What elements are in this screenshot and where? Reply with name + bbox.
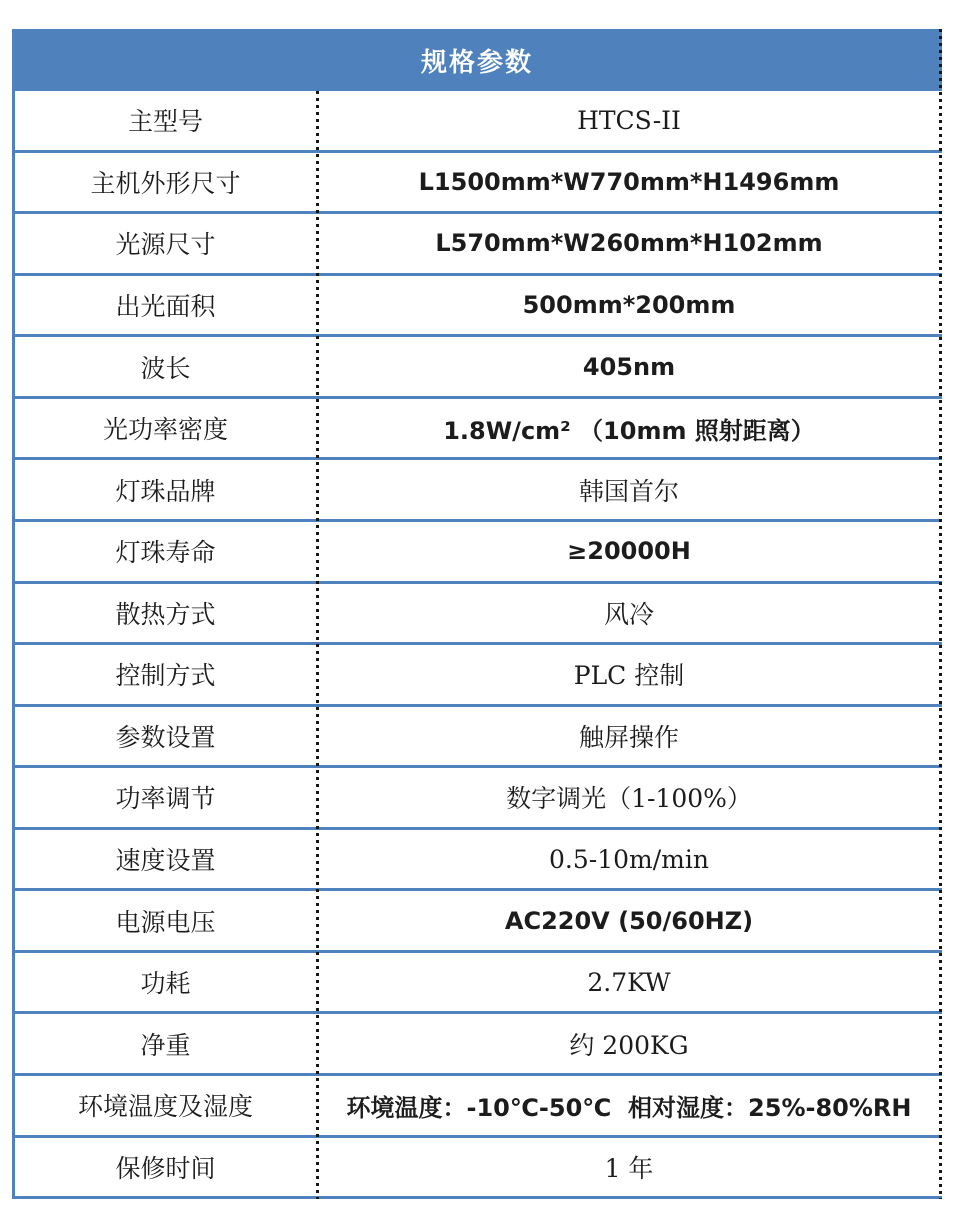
table-row: [15, 768, 942, 830]
spec-label: 主型号: [127, 107, 203, 137]
table-row: [15, 953, 942, 1015]
table-row: [15, 1076, 942, 1138]
spec-value: 环境温度：-10℃-50℃ 相对湿度：25%-80%RH: [346, 1093, 912, 1122]
spec-label: 出光面积: [115, 291, 216, 321]
table-row: [15, 153, 942, 215]
table-row: [15, 276, 942, 338]
table-row: [15, 214, 942, 276]
spec-label: 环境温度及湿度: [77, 1092, 253, 1122]
column-divider-dotted-line: [316, 91, 319, 1199]
spec-value: L1500mm*W770mm*H1496mm: [418, 167, 840, 196]
spec-value: PLC 控制: [573, 661, 685, 691]
spec-label: 参数设置: [115, 722, 216, 752]
spec-value: AC220V (50/60HZ): [504, 906, 754, 935]
spec-label: 光源尺寸: [115, 230, 216, 260]
table-row: [15, 460, 942, 522]
table-right-dotted-border: [939, 29, 942, 1199]
spec-label: 光功率密度: [102, 415, 228, 445]
spec-label: 灯珠寿命: [115, 538, 216, 568]
spec-label: 波长: [140, 353, 191, 383]
table-row: [15, 337, 942, 399]
table-row: [15, 584, 942, 646]
spec-label: 净重: [140, 1030, 191, 1060]
spec-value: 500mm*200mm: [522, 290, 736, 319]
spec-value: 1.8W/cm² （10mm 照射距离）: [443, 416, 815, 445]
table-row: [15, 830, 942, 892]
spec-value: 触屏操作: [578, 722, 679, 752]
spec-label: 主机外形尺寸: [90, 168, 241, 198]
table-body: [12, 91, 942, 1199]
spec-value: HTCS-II: [577, 105, 681, 135]
spec-label: 灯珠品牌: [115, 476, 216, 506]
spec-value: 风冷: [603, 599, 654, 629]
spec-table: [12, 29, 942, 1199]
table-row: [15, 645, 942, 707]
table-row: [15, 1014, 942, 1076]
spec-label: 速度设置: [115, 846, 216, 876]
table-row: [15, 1138, 942, 1200]
table-row: [15, 891, 942, 953]
spec-value: 约 200KG: [569, 1030, 689, 1060]
spec-value: ≥20000H: [567, 537, 691, 566]
spec-value: 数字调光（1-100%）: [506, 784, 752, 814]
spec-value: 韩国首尔: [578, 476, 679, 506]
spec-label: 散热方式: [115, 599, 216, 629]
spec-value: 1 年: [604, 1153, 654, 1183]
spec-label: 功耗: [140, 969, 191, 999]
spec-label: 功率调节: [115, 784, 216, 814]
table-title: 规格参数: [420, 47, 533, 78]
table-row: [15, 91, 942, 153]
spec-value: 0.5-10m/min: [549, 844, 709, 874]
spec-label: 保修时间: [115, 1153, 216, 1183]
spec-value: 2.7KW: [587, 967, 671, 997]
spec-value: 405nm: [582, 352, 676, 381]
table-row: [15, 399, 942, 461]
spec-value: L570mm*W260mm*H102mm: [435, 229, 823, 258]
table-header: [12, 29, 942, 91]
spec-label: 电源电压: [115, 907, 216, 937]
table-row: [15, 522, 942, 584]
spec-label: 控制方式: [115, 661, 216, 691]
table-row: [15, 707, 942, 769]
